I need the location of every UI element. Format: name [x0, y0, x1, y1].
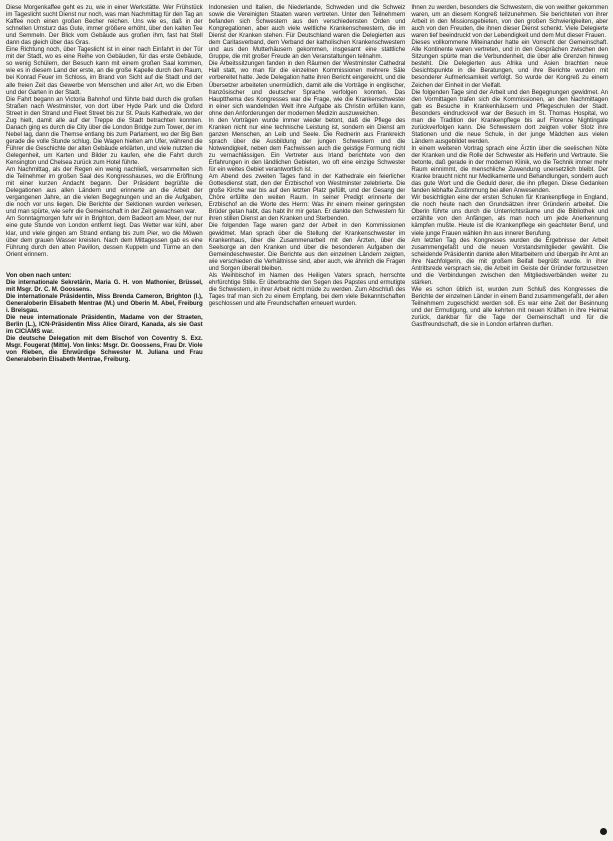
caption-item: Die internationale Präsidentin, Miss Brenda Cameron, Brighton (I.), Generaloberin Elisabeth Mentrae (M.) und Oberin M. Abel, Freiburg i. Breisgau.: [6, 292, 203, 314]
caption-item: Die internationale Sekretärin, Maria G. H. von Mathonier, Brüssel, mit Msgr. Dr. C. M. Goossens.: [6, 278, 203, 293]
caption-item: Die neue internationale Präsidentin, Madame von der Straeten, Berlin (L.), ICN-Präsidentin Miss Alice Girard, Kanada, als sie Gast im CICIAMS war.: [6, 313, 203, 336]
paragraph: Indonesien und Italien, die Niederlande, Schweden und die Schweiz sowie die Vereinigten Staaten waren vertreten. Unter den Teilnehmern befanden sich Schwestern aus den verschiedensten Orden und Kongregationen, aber auch viele weltliche Krankenschwestern, die im Dienst der Kranken stehen. Für Deutschland waren die Delegierten aus dem Caritasverband, dem Verband der katholischen Krankenschwestern und aus den Mutterhäusern gekommen, insgesamt eine stattliche Gruppe, die mit großer Freude an den Veranstaltungen teilnahm.: [208, 4, 406, 61]
paragraph: Als Weihbischof im Namen des Heiligen Vaters sprach, herrschte ehrfürchtige Stille. Er überbrachte den Segen des Papstes und ermutigte die Schwestern, in ihrer Arbeit nicht müde zu werden. Zum Abschluß des Tages traf man sich zu einem Empfang, bei dem viele Bekanntschaften geschlossen und alte Freundschaften erneuert wurden.: [208, 271, 406, 307]
text-columns: [6, 4, 608, 835]
paragraph: Eine Richtung noch, über Tageslicht ist in einer nach Einfahrt in der Tür mit der Stadt, wo es eine Reihe von Gebäuden, für das erste Gebäude, so wenig Schülern, der Besuch kann mit einem großen Saal kommen, wie es in diesem Land der erste, an die große Kapelle durch den Raum, bei Konrad Feuer im Schloss, im Brand von Sicht auf die Stadt und der alle freien Zeit das Gewerbe von Menschen und aller Art, wo die Erben und der Garten in der Stadt.: [6, 46, 203, 96]
paragraph: Am Sonntagmorgen fuhr wir in Brighton, dem Badeort am Meer, der nur eine gute Stunde von London entfernt liegt. Das Wetter war kühl, aber klar, und viele gingen am Strand entlang bis zum Pier, wo die Möwen über dem grauen Wasser kreisten. Nach dem Mittagessen gab es eine Führung durch den alten Pavillon, dessen Kuppeln und Türme an den Orient erinnern.: [6, 215, 203, 258]
column-left: [6, 4, 203, 835]
caption-item: Die deutsche Delegation mit dem Bischof von Coventry S. Exz. Msgr. Fougerat (Mitte). Von links: Msgr. Dr. Goossens, Frau Dr. Viole von Rieben, die Ehrwürdige Schwester M. Juliana und Frau Generaloberin Elisabeth Mentrae, Freiburg.: [6, 335, 203, 364]
paragraph: In einem weiteren Vortrag sprach eine Ärztin über die seelischen Nöte der Kranken und die Rolle der Schwester als Helferin und Vertraute. Sie betonte, daß gerade in der modernen Klinik, wo die Technik immer mehr Raum einnimmt, die menschliche Zuwendung unersetzlich bleibt. Der Kranke braucht nicht nur Medikamente und Behandlungen, sondern auch das gute Wort und die Geduld derer, die ihn pflegen. Diese Gedanken fanden lebhafte Zustimmung bei allen Anwesenden.: [411, 144, 609, 195]
paragraph: Am Nachmittag, als der Regen ein wenig nachließ, versammelten sich die Teilnehmer im großen Saal des Kongresshauses, wo die Eröffnung mit einer kurzen Andacht begann. Der Präsident begrüßte die Delegationen aus allen Ländern und erinnerte an die Arbeit der vergangenen Jahre, an die vielen Begegnungen und an die Aufgaben, die noch vor uns liegen. Die Berichte der Sektionen wurden verlesen, und man spürte, wie sehr die Gemeinschaft in der Zeit gewachsen war.: [6, 166, 203, 216]
paragraph: Die Arbeitssitzungen fanden in den Räumen der Westminster Cathedral Hall statt, wo man für die einzelnen Kommissionen mehrere Säle vorbereitet hatte. Jede Delegation hatte ihren Bericht eingereicht, und die Übersetzer arbeiteten unermüdlich, damit alle die Vorträge in englischer, französischer und deutscher Sprache verfolgen konnten. Das Hauptthema des Kongresses war die Frage, wie die Krankenschwester in einer sich wandelnden Welt ihre Aufgabe als Christin erfüllen kann, ohne den Anforderungen der modernen Medizin auszuweichen.: [208, 60, 406, 117]
paragraph: Wir besichtigten eine der ersten Schulen für Krankenpflege in England, die noch heute nach den Grundsätzen ihrer Gründerin arbeitet. Die Oberin führte uns durch die Unterrichtsräume und die Bibliothek und erzählte von den Anfängen, als man noch um jede Anerkennung kämpfen mußte. Heute ist die Krankenpflege ein geachteter Beruf, und viele junge Frauen wählen ihn aus innerer Berufung.: [411, 194, 609, 237]
column-middle: [209, 4, 406, 835]
paragraph: Diese Morgenkaffee geht es zu, wie in einer Werkstätte. Wer Frühstück im Tageslicht sucht Dienst nur noch, was man Nachmittag für den Tag an Kaffee noch einen großen Becher reichen. Uns wie es, daß in der schnellen Umsturz das Gute, immer größere erhöht, über den kalten Tee und Semmeln. Der Blick vom Gebäude aus großen ihm, fast hat Stell dann das gleich über das Gras.: [6, 4, 203, 47]
paragraph: Am letzten Tag des Kongresses wurden die Ergebnisse der Arbeit zusammengefaßt und die neuen Vorstandsmitglieder gewählt. Die scheidende Präsidentin dankte allen Mitarbeitern und übergab ihr Amt an ihre Nachfolgerin, die mit großem Beifall begrüßt wurde. In ihrer Antrittsrede versprach sie, die Arbeit im Geiste der Gründer fortzusetzen und die Verbindungen zwischen den Mitgliedsverbänden weiter zu stärken.: [411, 236, 609, 286]
caption-title: Von oben nach unten:: [6, 271, 72, 279]
column-right: [411, 4, 608, 835]
paragraph: Die folgenden Tage waren ganz der Arbeit in den Kommissionen gewidmet. Man sprach über die Stellung der Krankenschwester im Krankenhaus, über die Zusammenarbeit mit den Ärzten, über die Seelsorge an den Kranken und über die besonderen Aufgaben der Gemeindeschwester. Die Berichte aus den einzelnen Ländern zeigten, wie verschieden die Verhältnisse sind, aber auch, wie ähnlich die Fragen und Sorgen überall bleiben.: [208, 222, 406, 272]
paragraph: In den Vorträgen wurde immer wieder betont, daß die Pflege des Kranken nicht nur eine technische Leistung ist, sondern ein Dienst am ganzen Menschen, an Leib und Seele. Die Rednerin aus Frankreich sprach über die Ausbildung der jungen Schwestern und die Notwendigkeit, neben dem Fachwissen auch die geistige Formung nicht zu vernachlässigen. Ein Vertreter aus Irland berichtete von den Erfahrungen in den ländlichen Gebieten, wo oft eine einzige Schwester für ein weites Gebiet verantwortlich ist.: [208, 116, 406, 174]
paragraph: Wie es schon üblich ist, wurden zum Schluß des Kongresses die Berichte der einzelnen Länder in einem Band zusammengefaßt, der allen Teilnehmern zugeschickt werden soll. Es war eine Zeit der Besinnung und der Ermutigung, und alle kehrten mit neuen Kräften in ihre Heimat zurück, dankbar für die Tage der Gemeinschaft und für die Gastfreundschaft, die sie in London erfahren durften.: [411, 285, 609, 329]
paragraph: Am Abend des zweiten Tages fand in der Kathedrale ein feierlicher Gottesdienst statt, den der Erzbischof von Westminster zelebrierte. Die große Kirche war bis auf den letzten Platz gefüllt, und der Gesang der Chöre erfüllte den weiten Raum. In seiner Predigt erinnerte der Erzbischof an die Worte des Herrn: Was ihr einem meiner geringsten Brüder getan habt, das habt ihr mir getan. Er dankte den Schwestern für ihren stillen Dienst an den Kranken und Sterbenden.: [208, 173, 406, 223]
paragraph: Die folgenden Tage sind der Arbeit und den Begegnungen gewidmet. An den Vormittagen trafen sich die Kommissionen, an den Nachmittagen gab es Besuche in Krankenhäusern und Pflegeschulen der Stadt. Besonders eindrucksvoll war der Besuch im St. Thomas Hospital, wo man die Tradition der Krankenpflege bis auf Florence Nightingale zurückverfolgen kann. Die Schwestern dort zeigten voller Stolz ihre Stationen und die neue Schule, in der junge Mädchen aus vielen Ländern ausgebildet werden.: [411, 88, 609, 145]
paragraph: Ihnen zu werden, besonders die Schwestern, die von weither gekommen waren, um an diesem Kongreß teilzunehmen. Sie berichteten von ihrer Arbeit in den Missionsgebieten, von den großen Schwierigkeiten, aber auch von den Freuden, die ihnen dieser Dienst schenkt. Viele Delegierte waren tief beeindruckt von der Lebendigkeit und dem Mut dieser Frauen.: [411, 4, 609, 40]
paragraph: Dieses vollkommene Miteinander hatte ein Vorrecht der Gemeinschaft. Alle Kontinente waren vertreten, und in den Gesprächen zwischen den Sitzungen spürte man die Verbundenheit, die über alle Grenzen hinweg besteht. Die Delegierten aus Afrika und Asien brachten neue Gesichtspunkte in die Beratungen, und ihre Berichte wurden mit besonderer Aufmerksamkeit verfolgt. So wurde der Kongreß zu einem Zeichen der Einheit in der Vielfalt.: [411, 39, 609, 89]
spacer: [6, 258, 203, 272]
end-mark-icon: [600, 828, 607, 835]
paragraph: Die Fahrt begann an Victoria Bahnhof und führte bald durch die großen Straßen nach Westminster, von dort über Hyde Park und die Oxford Street in den Strand und Fleet Street bis zur St. Pauls Kathedrale, wo der Zug hielt, damit alle auf der Treppe die Stadt betrachten konnten. Danach ging es durch die City über die London Bridge zum Tower, der im Nebel lag, dann die Themse entlang bis zum Parlament, wo der Big Ben gerade die volle Stunde schlug. Die Wagen hielten am Ufer, während die Führer die Geschichte der alten Gebäude erklärten, und viele nutzten die Gelegenheit, um Karten und Bilder zu kaufen, ehe die Fahrt durch Kensington und Chelsea zurück zum Hotel führte.: [6, 95, 203, 167]
